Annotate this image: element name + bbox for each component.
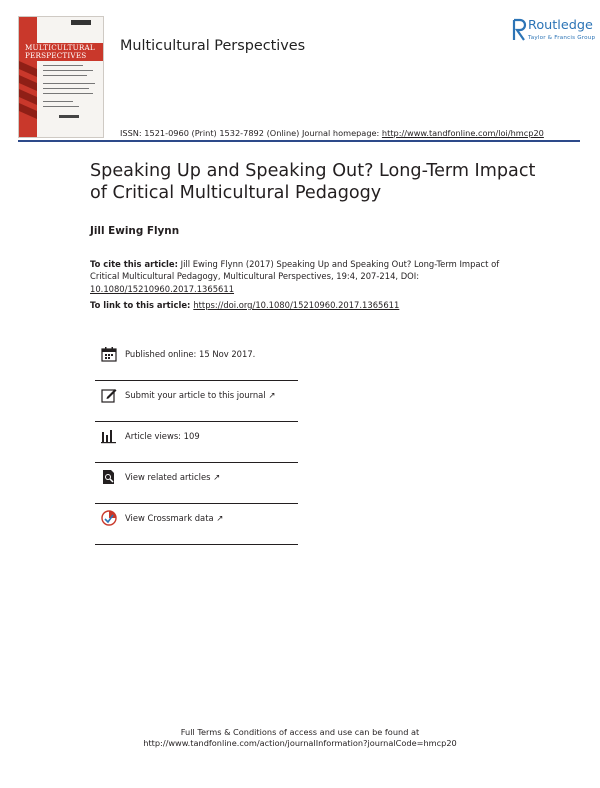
cover-title: MULTICULTURAL PERSPECTIVES — [23, 43, 103, 61]
terms-text: Full Terms & Conditions of access and use can be found at — [180, 727, 420, 737]
edit-icon — [101, 387, 117, 403]
article-url-link[interactable]: https://doi.org/10.1080/15210960.2017.1365611 — [193, 300, 400, 310]
published-online-row — [95, 340, 298, 380]
issn-line — [120, 128, 544, 138]
cover-pattern — [19, 61, 104, 121]
link-label: To link to this article: — [90, 300, 194, 310]
external-link-icon: ↗ — [268, 390, 276, 400]
terms-url[interactable]: http://www.tandfonline.com/action/journalInformation?journalCode=hmcp20 — [143, 738, 457, 748]
journal-homepage-link[interactable]: http://www.tandfonline.com/loi/hmcp20 — [381, 128, 544, 138]
related-articles-row[interactable] — [95, 463, 298, 503]
row-divider — [95, 544, 298, 545]
citation-block — [90, 258, 520, 295]
article-views-row — [95, 422, 298, 462]
cite-text: Jill Ewing Flynn (2017) Speaking Up and Speaking Out? Long-Term Impact of Critical Multicultural Pedagogy, Multicultural Perspectives, 19:4, 207-214, DOI: — [90, 259, 500, 282]
calendar-icon — [101, 346, 117, 362]
terms-footer — [0, 727, 600, 749]
external-link-icon: ↗ — [213, 472, 221, 482]
issn-text: ISSN: 1521-0960 (Print) 1532-7892 (Online) Journal homepage: — [120, 128, 382, 138]
published-online-label: Published online: 15 Nov 2017. — [125, 349, 256, 359]
publisher-name: Routledge — [528, 18, 593, 33]
header-divider — [18, 140, 580, 142]
article-author: Jill Ewing Flynn — [90, 225, 180, 237]
crossmark-icon — [101, 510, 117, 526]
submit-article-link[interactable]: Submit your article to this journal ↗ — [125, 390, 276, 400]
external-link-icon: ↗ — [216, 513, 224, 523]
article-views-label: Article views: 109 — [125, 431, 200, 441]
article-title: Speaking Up and Speaking Out? Long-Term Impact of Critical Multicultural Pedagogy — [90, 161, 536, 203]
bar-chart-icon — [101, 428, 117, 444]
crossmark-row[interactable] — [95, 504, 298, 544]
doi-link[interactable]: 10.1080/15210960.2017.1365611 — [90, 283, 235, 294]
journal-title: Multicultural Perspectives — [120, 38, 306, 54]
journal-cover-image — [18, 16, 104, 138]
routledge-logo-icon — [510, 18, 528, 42]
link-to-article — [90, 300, 399, 310]
search-document-icon — [101, 469, 117, 485]
related-articles-link[interactable]: View related articles ↗ — [125, 472, 221, 482]
cite-label: To cite this article: — [90, 259, 178, 269]
submit-article-row[interactable] — [95, 381, 298, 421]
publisher-subtitle: Taylor & Francis Group — [528, 35, 596, 41]
crossmark-link[interactable]: View Crossmark data ↗ — [125, 513, 224, 523]
